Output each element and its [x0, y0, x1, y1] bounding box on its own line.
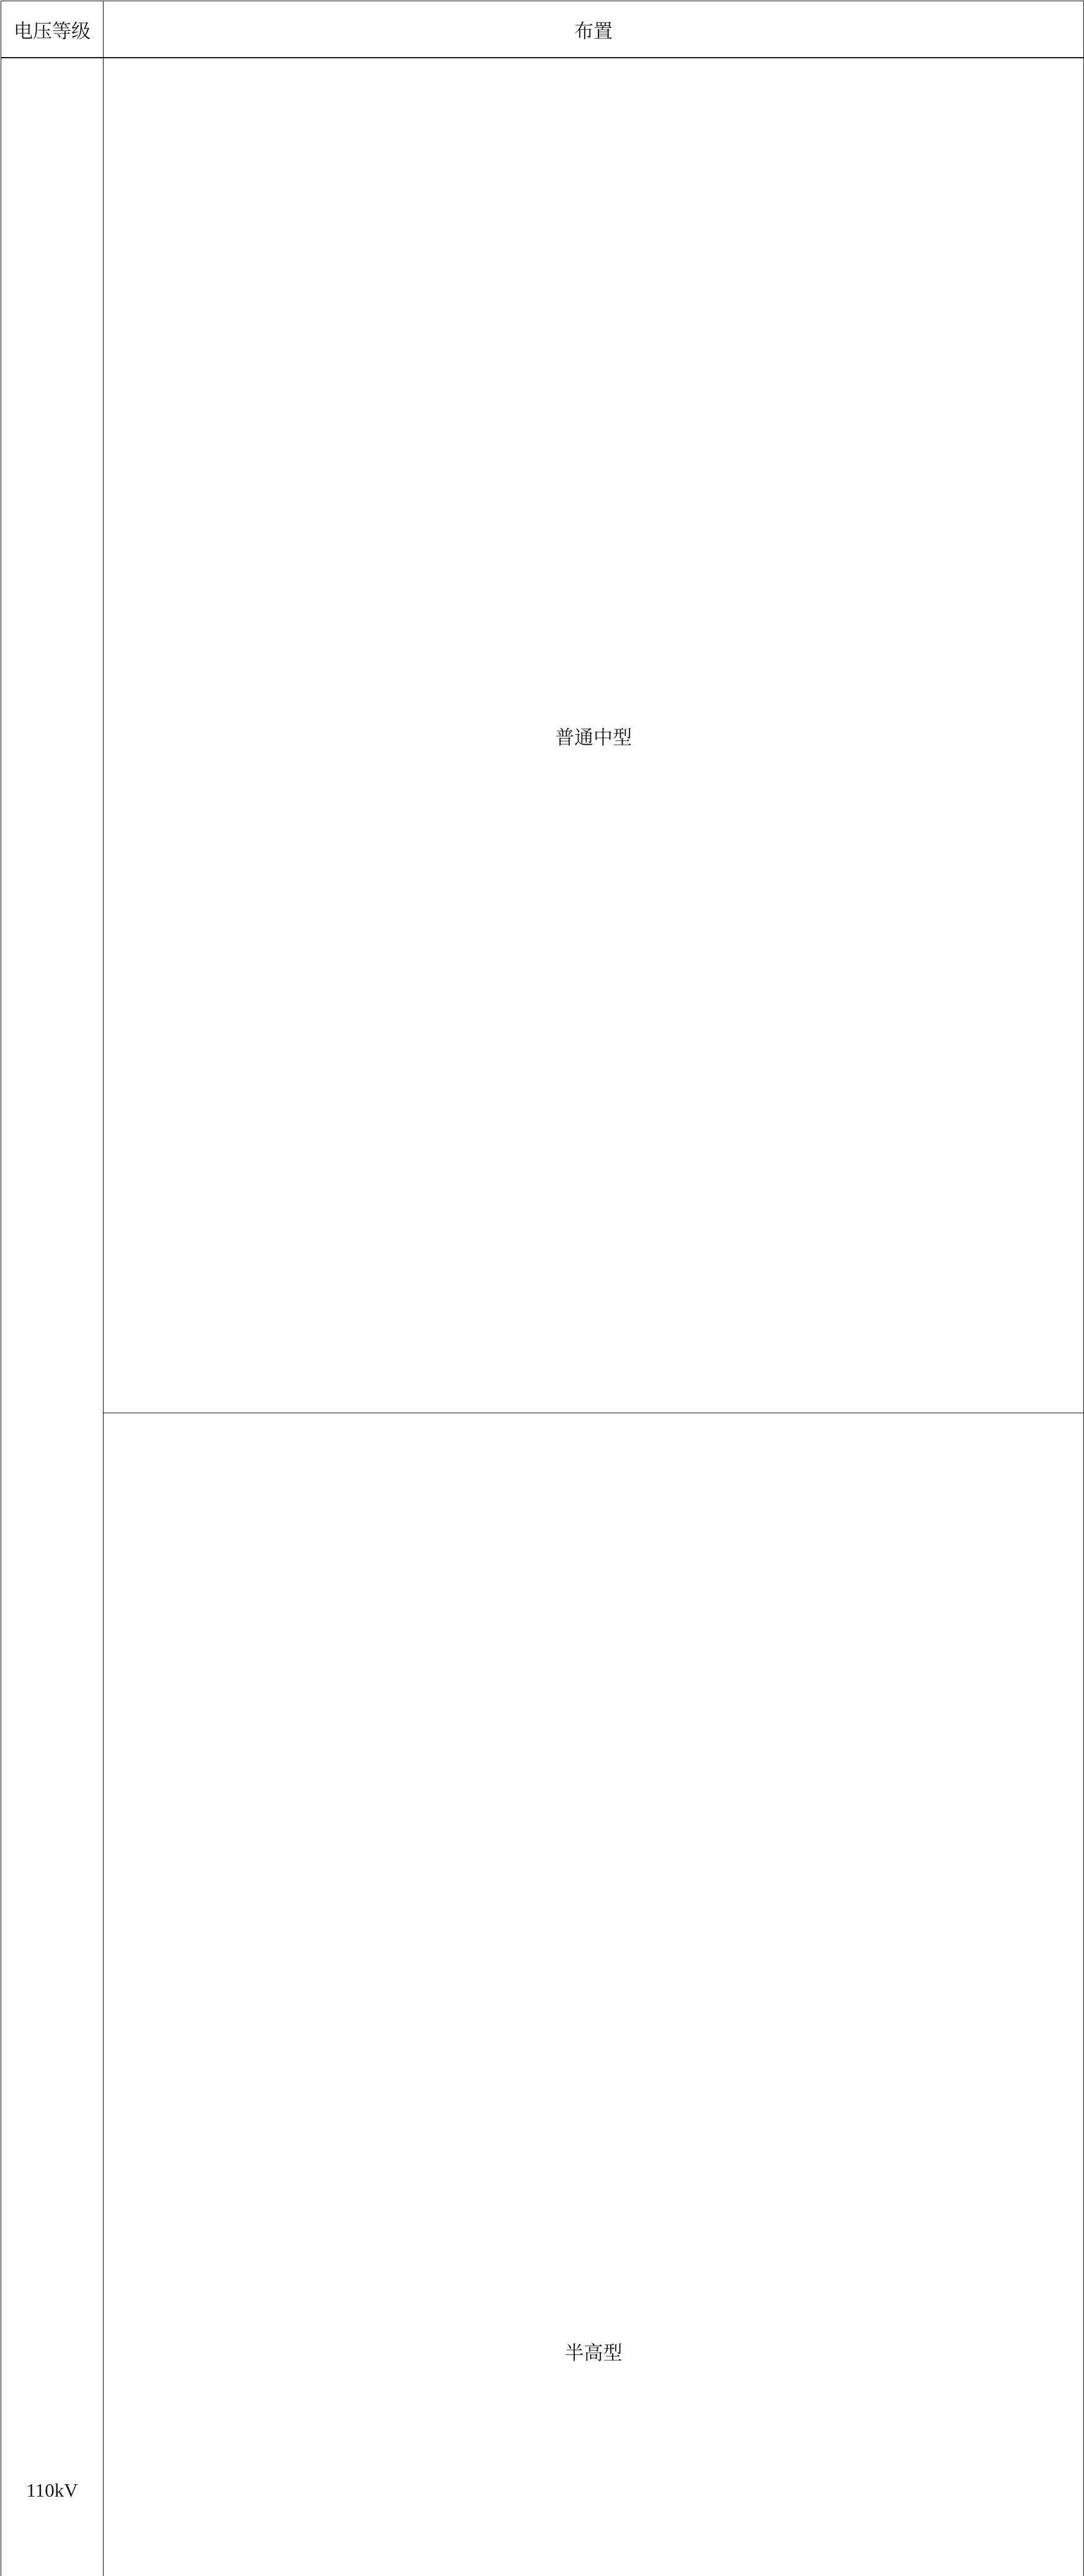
substation-layout-table: [1, 1, 1084, 2576]
voltage-110kv: 110kV: [1, 58, 104, 2576]
table-row: [1, 58, 1084, 1413]
header-row: [1, 1, 1084, 58]
layout-cell: 半高型: [104, 1413, 1084, 2576]
table-row: [1, 1413, 1084, 2576]
header-voltage: 电压等级: [1, 1, 104, 58]
layout-cell: 普通中型: [104, 58, 1084, 1413]
header-layout: 布置: [104, 1, 1084, 58]
